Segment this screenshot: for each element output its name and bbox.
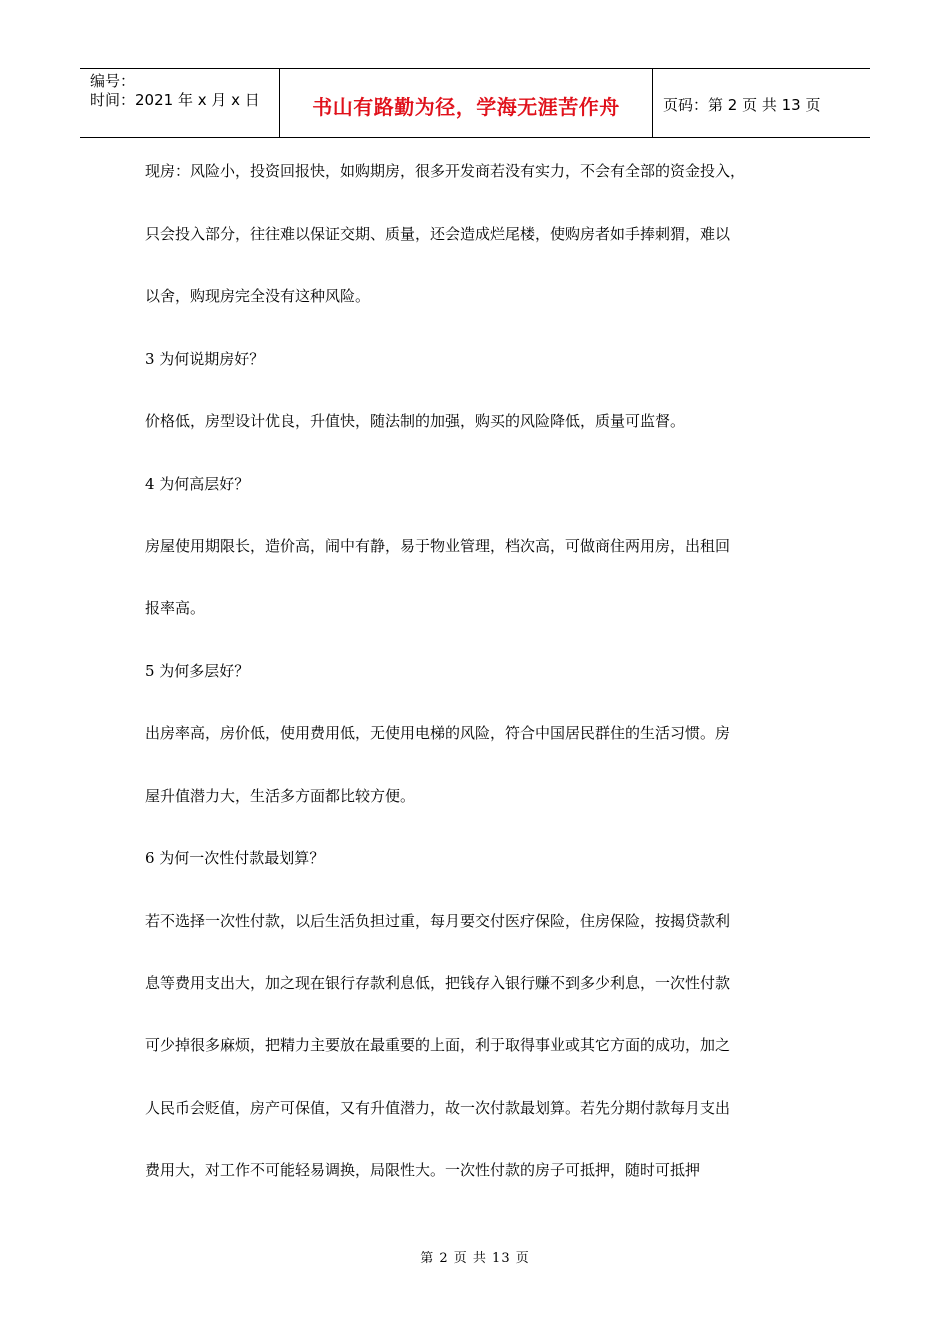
- date-line: 时间：2021 年 x 月 x 日: [90, 91, 260, 109]
- header-meta: [80, 69, 280, 137]
- section-heading: 5 为何多层好？: [145, 662, 250, 680]
- body-line: 价格低，房型设计优良，升值快，随法制的加强，购买的风险降低，质量可监督。: [145, 412, 686, 430]
- section-heading: 4 为何高层好？: [145, 475, 250, 493]
- body-line: 费用大，对工作不可能轻易调换，局限性大。一次性付款的房子可抵押，随时可抵押: [145, 1161, 701, 1179]
- code-label: 编号：: [90, 72, 136, 90]
- section-heading: 6 为何一次性付款最划算？: [145, 849, 325, 867]
- body-line: 房屋使用期限长，造价高，闹中有静，易于物业管理，档次高，可做商住两用房，出租回: [145, 537, 731, 555]
- header-page-info: 页码：第 2 页 共 13 页: [663, 95, 821, 114]
- body-line: 出房率高，房价低，使用费用低，无使用电梯的风险，符合中国居民群住的生活习惯。房: [145, 724, 731, 742]
- section-heading: 3 为何说期房好？: [145, 350, 265, 368]
- body-line: 现房：风险小，投资回报快，如购期房，很多开发商若没有实力，不会有全部的资金投入，: [145, 162, 746, 180]
- body-line: 人民币会贬值，房产可保值，又有升值潜力，故一次付款最划算。若先分期付款每月支出: [145, 1099, 731, 1117]
- document-header: [80, 68, 870, 138]
- body-line: 只会投入部分，往往难以保证交期、质量，还会造成烂尾楼，使购房者如手捧刺猬，难以: [145, 225, 731, 243]
- body-line: 屋升值潜力大，生活多方面都比较方便。: [145, 787, 416, 805]
- body-line: 息等费用支出大，加之现在银行存款利息低，把钱存入银行赚不到多少利息，一次性付款: [145, 974, 731, 992]
- header-motto: 书山有路勤为径，学海无涯苦作舟: [280, 69, 653, 137]
- page-footer: 第 2 页 共 13 页: [420, 1251, 530, 1266]
- body-line: 以舍，购现房完全没有这种风险。: [145, 287, 371, 305]
- body-line: 报率高。: [145, 599, 206, 617]
- body-line: 若不选择一次性付款，以后生活负担过重，每月要交付医疗保险，住房保险，按揭贷款利: [145, 912, 731, 930]
- body-line: 可少掉很多麻烦，把精力主要放在最重要的上面，利于取得事业或其它方面的成功，加之: [145, 1036, 731, 1054]
